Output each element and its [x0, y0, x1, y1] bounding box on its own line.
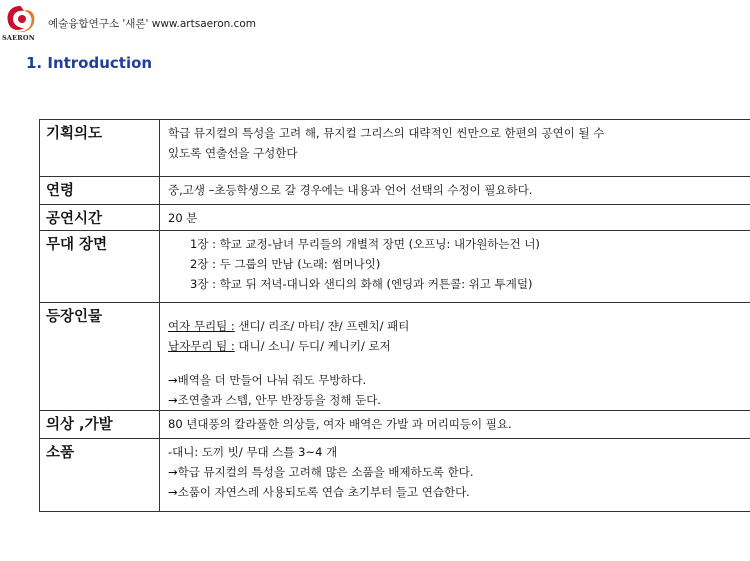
female-team-line — [168, 316, 742, 336]
row-label-age: 연령 — [40, 177, 160, 205]
female-team-names: 샌디/ 리조/ 마티/ 쟌/ 프렌치/ 패티 — [234, 319, 410, 333]
table-row-props — [40, 439, 750, 512]
spacer — [168, 356, 742, 370]
info-table — [39, 119, 750, 512]
section-title: 1. Introduction — [26, 54, 153, 72]
row-content-props — [160, 439, 750, 512]
character-note-1: →배역을 더 만들어 나눠 줘도 무방하다. — [168, 373, 367, 387]
row-content-costume: 80 년대풍의 칼라풀한 의상들, 여자 배역은 가발 과 머리띠등이 필요. — [160, 411, 750, 439]
table-row-planning — [40, 120, 750, 177]
logo-label: SAERON — [2, 34, 35, 42]
row-label-scenes: 무대 장면 — [40, 231, 160, 303]
character-note-2: →조연출과 스텝, 안무 반장등을 정해 둔다. — [168, 393, 381, 407]
planning-line-2: 있도록 연출선을 구성한다 — [168, 146, 298, 160]
row-label-costume: 의상 ,가발 — [40, 411, 160, 439]
male-team-label: 남자무리 팀 : — [168, 339, 235, 353]
page-header — [0, 0, 750, 44]
row-content-planning — [160, 120, 750, 177]
props-line-3: →소품이 자연스레 사용되도록 연습 초기부터 들고 연습한다. — [168, 485, 470, 499]
scene-3: 3장 : 학교 뒤 저녁-대니와 샌디의 화해 (엔딩과 커튼콜: 위고 투게덜) — [190, 277, 533, 291]
table-row-age — [40, 177, 750, 205]
table-row-characters — [40, 303, 750, 411]
props-line-1: -대니: 도끼 빗/ 무대 스틀 3~4 개 — [168, 445, 338, 459]
scene-2: 2장 : 두 그룹의 만남 (노래: 썸머나잇) — [190, 257, 381, 271]
table-row-costume — [40, 411, 750, 439]
male-team-line — [168, 336, 742, 356]
row-label-characters: 등장인물 — [40, 303, 160, 411]
scene-1: 1장 : 학교 교정-남녀 무리들의 개별적 장면 (오프닝: 내가원하는건 너) — [190, 237, 540, 251]
row-label-duration: 공연시간 — [40, 205, 160, 231]
row-label-planning: 기획의도 — [40, 120, 160, 177]
female-team-label: 여자 무리팀 : — [168, 319, 235, 333]
table-row-scenes — [40, 231, 750, 303]
table-row-duration — [40, 205, 750, 231]
org-header-text: 예술융합연구소 '새론' www.artsaeron.com — [48, 18, 257, 30]
props-line-2: →학급 뮤지컬의 특성을 고려해 많은 소품을 배제하도록 한다. — [168, 465, 474, 479]
row-content-age: 중,고생 –초등학생으로 갈 경우에는 내용과 언어 선택의 수정이 필요하다. — [160, 177, 750, 205]
male-team-names: 대니/ 소니/ 두디/ 케니키/ 로저 — [234, 339, 391, 353]
row-content-scenes — [160, 231, 750, 303]
row-label-props: 소품 — [40, 439, 160, 512]
row-content-characters — [160, 303, 750, 411]
row-content-duration: 20 분 — [160, 205, 750, 231]
planning-line-1: 학급 뮤지컬의 특성을 고려 해, 뮤지컬 그리스의 대략적인 씬만으로 한편의 공연이 될 수 — [168, 126, 605, 140]
